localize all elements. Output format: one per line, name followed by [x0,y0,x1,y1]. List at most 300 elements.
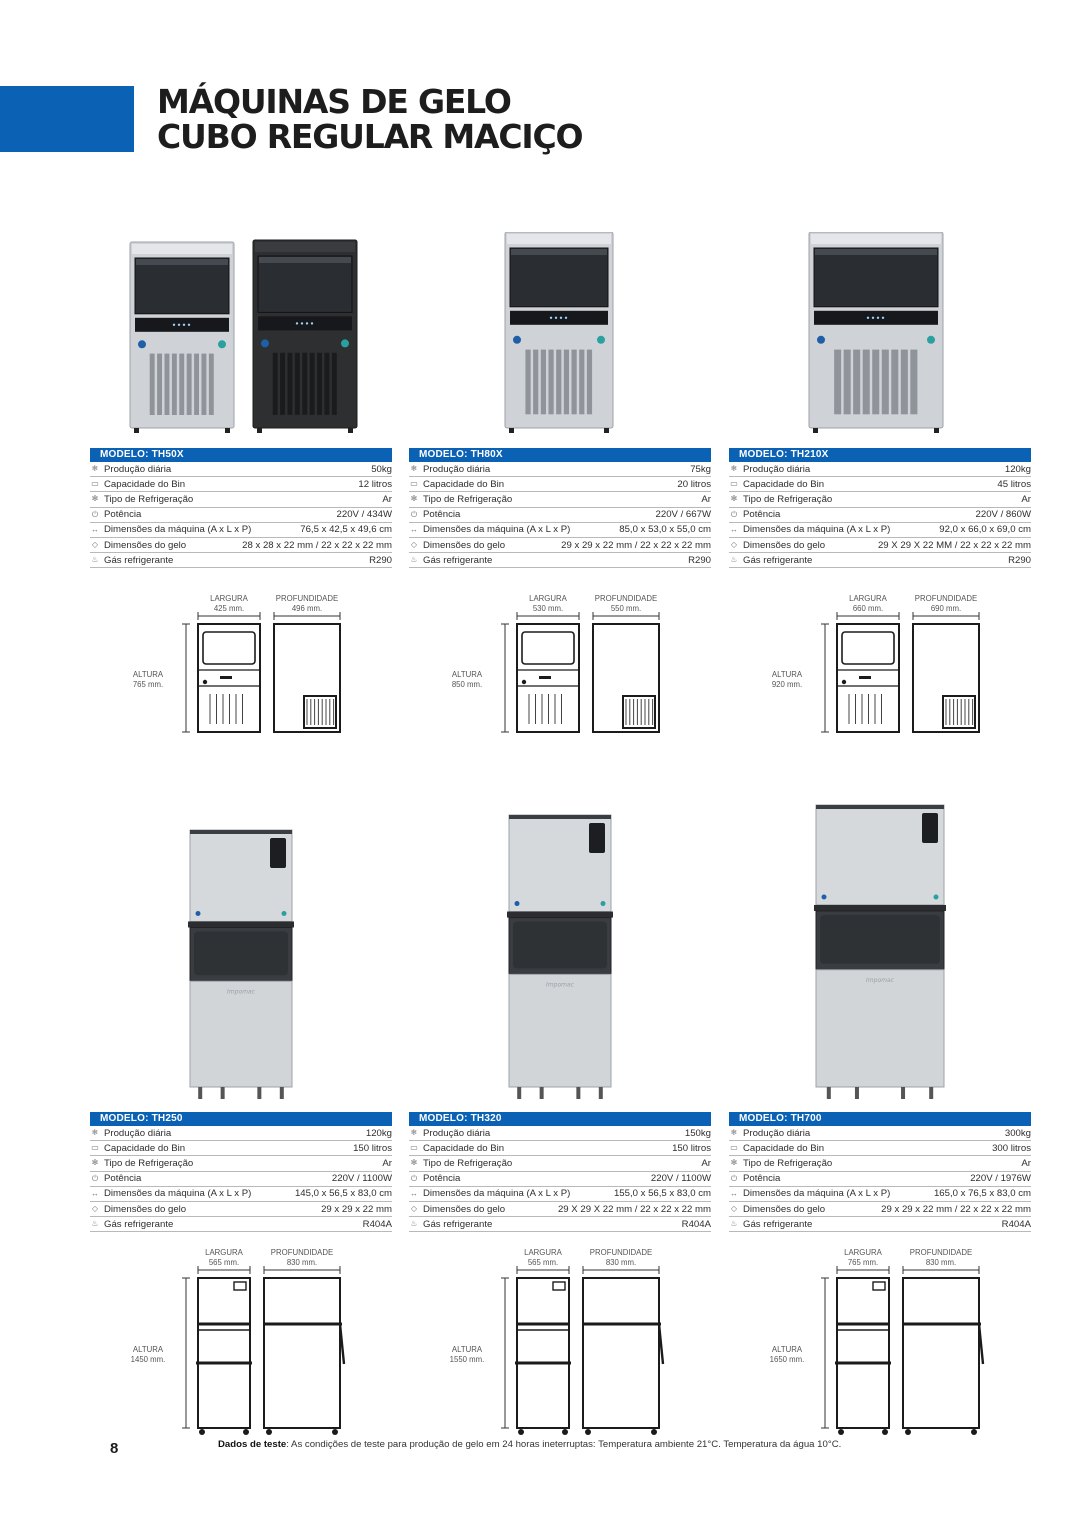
dimension-drawing [409,1244,711,1436]
largura-label [518,594,578,614]
largura-label [513,1248,573,1268]
spec-row [729,1156,1031,1171]
largura-label [194,1248,254,1268]
spec-label [90,555,173,566]
spec-label [729,464,810,475]
spec-label-text: Produção diária [743,1127,811,1139]
ice-cube-icon: ❄ [91,1128,99,1138]
ruler-icon: ↔ [730,1188,738,1198]
spec-value: 92,0 x 66,0 x 69,0 cm [939,524,1031,536]
spec-table [729,448,1031,568]
spec-value: R290 [369,554,392,566]
altura-label [437,670,497,690]
spec-label [90,494,193,505]
profundidade-label [267,594,347,614]
largura-label [199,594,259,614]
fan-icon: ✻ [730,494,738,504]
machine-photo [90,232,392,442]
spec-row [409,508,711,523]
spec-row [90,1172,392,1187]
ruler-icon: ↔ [91,1188,99,1198]
spec-label [729,1128,810,1139]
altura-value: 850 mm. [451,680,483,689]
svg-text:Impomac: Impomac [546,981,574,989]
spec-label-text: Dimensões do gelo [743,539,826,551]
spec-label-text: Gás refrigerante [743,554,813,566]
ruler-icon: ↔ [410,524,418,534]
power-icon: ⏻ [410,1173,418,1183]
spec-row [729,1126,1031,1141]
spec-label-text: Produção diária [743,463,811,475]
largura-value: 660 mm. [852,604,884,613]
altura-label [757,670,817,690]
product-photo [729,232,1031,442]
spec-label-text: Dimensões do gelo [743,1203,826,1215]
profundidade-label [901,1248,981,1268]
cube-icon: ◇ [91,1204,99,1214]
machine-modular [507,815,613,1099]
spec-value: Ar [1021,1157,1031,1169]
dimension-diagram [409,1244,711,1441]
spec-value: 20 litros [677,478,711,490]
fan-icon: ✻ [410,1158,418,1168]
spec-label [729,509,780,520]
altura-title: ALTURA [771,1345,803,1354]
power-icon: ⏻ [91,509,99,519]
spec-row [90,1217,392,1232]
spec-value: 29 x 29 x 22 mm / 22 x 22 x 22 mm [561,539,711,551]
dimension-diagram [90,590,392,745]
spec-row [729,1202,1031,1217]
spec-label [409,540,505,551]
profundidade-label [581,1248,661,1268]
spec-label [90,1204,186,1215]
fan-icon: ✻ [91,1158,99,1168]
spec-label [409,524,570,535]
spec-value: R290 [688,554,711,566]
spec-label-text: Tipo de Refrigeração [743,493,833,505]
svg-text:Impomac: Impomac [866,976,894,984]
spec-value: R290 [1008,554,1031,566]
spec-table [90,1112,392,1232]
profundidade-title: PROFUNDIDADE [270,1248,334,1257]
spec-label [409,1188,570,1199]
spec-label-text: Dimensões do gelo [104,1203,187,1215]
machine-photo [409,800,711,1105]
spec-label-text: Potência [743,509,781,521]
front-view-drawing [515,1278,571,1435]
spec-label-text: Capacidade do Bin [743,478,825,490]
machine-photo [729,800,1031,1105]
spec-label [729,1188,890,1199]
model-header: MODELO: TH50X [90,448,392,462]
spec-value: 45 litros [997,478,1031,490]
spec-value: 220V / 1100W [331,1173,392,1185]
spec-row [409,1141,711,1156]
spec-row [729,538,1031,553]
front-view-drawing [835,1278,891,1435]
dimension-diagram [729,590,1031,745]
machine-modular [814,805,946,1099]
profundidade-value: 550 mm. [610,604,642,613]
spec-label [409,1219,492,1230]
profundidade-label [906,594,986,614]
dimension-lines [821,1266,979,1428]
spec-row [409,553,711,568]
machine-photo [409,232,711,442]
spec-row [729,477,1031,492]
spec-row [729,1172,1031,1187]
spec-label [90,524,251,535]
spec-row [409,1187,711,1202]
profundidade-title: PROFUNDIDADE [275,594,339,603]
product-photo [90,232,392,442]
gas-icon: ♨ [730,1219,738,1229]
spec-label-text: Capacidade do Bin [743,1142,825,1154]
spec-label [90,1188,251,1199]
spec-row [409,492,711,507]
spec-value: Ar [1021,493,1031,505]
altura-title: ALTURA [451,670,483,679]
spec-label [729,1204,825,1215]
spec-table [409,448,711,568]
spec-label-text: Dimensões do gelo [104,539,187,551]
side-view-drawing [913,624,979,732]
front-view-drawing [517,624,579,732]
bin-icon: ▭ [730,479,738,489]
spec-label [729,540,825,551]
spec-label-text: Potência [423,1173,461,1185]
dimension-diagram [409,590,711,745]
spec-label [409,1158,512,1169]
altura-label [118,670,178,690]
gas-icon: ♨ [91,555,99,565]
spec-label [90,1219,173,1230]
spec-label [409,494,512,505]
largura-value: 765 mm. [847,1258,879,1267]
spec-label [409,1173,460,1184]
spec-row [409,1172,711,1187]
largura-title: LARGURA [844,1248,882,1257]
dimension-diagram [90,1244,392,1441]
cube-icon: ◇ [730,540,738,550]
side-view-drawing [903,1278,983,1435]
spec-value: Ar [701,493,711,505]
spec-value: 75kg [690,463,711,475]
spec-label [409,1128,490,1139]
spec-row [90,538,392,553]
machine-photo [90,800,392,1105]
spec-label [90,479,185,490]
spec-value: 220V / 434W [336,509,392,521]
spec-label [729,1219,812,1230]
spec-label-text: Tipo de Refrigeração [104,493,194,505]
spec-row [90,1156,392,1171]
spec-row [90,1202,392,1217]
largura-value: 530 mm. [532,604,564,613]
page-title: MÁQUINAS DE GELO CUBO REGULAR MACIÇO [157,82,583,156]
spec-label [409,1143,504,1154]
spec-label-text: Produção diária [423,463,491,475]
spec-value: 29 X 29 X 22 mm / 22 x 22 x 22 mm [557,1203,711,1215]
gas-icon: ♨ [730,555,738,565]
spec-label [90,1143,185,1154]
ice-cube-icon: ❄ [730,1128,738,1138]
spec-label-text: Dimensões da máquina (A x L x P) [743,524,891,536]
title-accent-bar [0,86,134,152]
power-icon: ⏻ [730,1173,738,1183]
spec-row [729,523,1031,538]
altura-value: 1550 mm. [449,1355,485,1364]
profundidade-title: PROFUNDIDADE [914,594,978,603]
svg-text:Impomac: Impomac [227,988,255,996]
spec-value: 76,5 x 42,5 x 49,6 cm [300,524,392,536]
front-view-drawing [837,624,899,732]
spec-value: 28 x 28 x 22 mm / 22 x 22 x 22 mm [242,539,392,551]
power-icon: ⏻ [410,509,418,519]
altura-title: ALTURA [771,670,803,679]
profundidade-value: 830 mm. [925,1258,957,1267]
spec-row [409,1126,711,1141]
spec-label-text: Produção diária [423,1127,491,1139]
spec-row [90,1141,392,1156]
cube-icon: ◇ [91,540,99,550]
fan-icon: ✻ [730,1158,738,1168]
largura-label [838,594,898,614]
spec-value: 120kg [365,1127,392,1139]
spec-label-text: Dimensões da máquina (A x L x P) [423,524,571,536]
spec-label [90,540,186,551]
spec-row [90,553,392,568]
spec-value: 29 X 29 X 22 MM / 22 x 22 x 22 mm [877,539,1031,551]
profundidade-title: PROFUNDIDADE [589,1248,653,1257]
spec-value: 120kg [1004,463,1031,475]
ice-cube-icon: ❄ [91,464,99,474]
spec-label [729,1143,824,1154]
altura-title: ALTURA [132,670,164,679]
bin-icon: ▭ [410,1143,418,1153]
power-icon: ⏻ [730,509,738,519]
spec-label-text: Produção diária [104,463,172,475]
spec-row [90,523,392,538]
spec-row [90,1126,392,1141]
spec-label [409,479,504,490]
spec-label-text: Tipo de Refrigeração [423,493,513,505]
spec-value: 220V / 667W [655,509,711,521]
spec-row [729,1187,1031,1202]
profundidade-label [586,594,666,614]
spec-label-text: Tipo de Refrigeração [743,1157,833,1169]
spec-value: 145,0 x 56,5 x 83,0 cm [294,1188,392,1200]
altura-title: ALTURA [451,1345,483,1354]
spec-label [729,524,890,535]
spec-value: 155,0 x 56,5 x 83,0 cm [613,1188,711,1200]
dimension-diagram [729,1244,1031,1441]
spec-row [729,1217,1031,1232]
spec-label-text: Gás refrigerante [423,554,493,566]
spec-label-text: Gás refrigerante [423,1218,493,1230]
profundidade-value: 830 mm. [605,1258,637,1267]
spec-row [729,553,1031,568]
largura-title: LARGURA [529,594,567,603]
spec-label [729,479,824,490]
front-view-drawing [198,624,260,732]
spec-value: 165,0 x 76,5 x 83,0 cm [933,1188,1031,1200]
spec-row [729,462,1031,477]
spec-label [409,464,490,475]
spec-label-text: Gás refrigerante [104,554,174,566]
altura-label [757,1345,817,1365]
dimension-drawing [90,1244,392,1436]
spec-label [90,1173,141,1184]
largura-title: LARGURA [205,1248,243,1257]
altura-value: 765 mm. [132,680,164,689]
spec-row [729,492,1031,507]
spec-value: 220V / 1100W [650,1173,711,1185]
spec-row [729,1141,1031,1156]
product-photo [90,800,392,1105]
ice-cube-icon: ❄ [410,1128,418,1138]
spec-label-text: Tipo de Refrigeração [423,1157,513,1169]
spec-label-text: Dimensões do gelo [423,539,506,551]
front-view-drawing [196,1278,252,1435]
profundidade-title: PROFUNDIDADE [909,1248,973,1257]
spec-label [90,509,141,520]
spec-value: Ar [701,1157,711,1169]
spec-label [729,555,812,566]
cube-icon: ◇ [410,540,418,550]
power-icon: ⏻ [91,1173,99,1183]
spec-label [409,1204,505,1215]
spec-value: 50kg [371,463,392,475]
spec-value: Ar [382,493,392,505]
spec-label-text: Dimensões do gelo [423,1203,506,1215]
dimension-lines [182,1266,340,1428]
profundidade-value: 496 mm. [291,604,323,613]
spec-label-text: Potência [104,1173,142,1185]
spec-label-text: Capacidade do Bin [104,1142,186,1154]
model-header: MODELO: TH320 [409,1112,711,1126]
bin-icon: ▭ [410,479,418,489]
largura-title: LARGURA [524,1248,562,1257]
product-photo [409,800,711,1105]
model-header: MODELO: TH700 [729,1112,1031,1126]
side-view-drawing [593,624,659,732]
spec-label-text: Dimensões da máquina (A x L x P) [423,1188,571,1200]
dimension-lines [501,1266,659,1428]
spec-label [729,494,832,505]
bin-icon: ▭ [91,479,99,489]
spec-label-text: Capacidade do Bin [104,478,186,490]
spec-row [409,1202,711,1217]
dimension-drawing [729,1244,1031,1436]
profundidade-label [262,1248,342,1268]
spec-value: 300 litros [992,1142,1031,1154]
spec-row [90,477,392,492]
model-header: MODELO: TH80X [409,448,711,462]
spec-label-text: Potência [743,1173,781,1185]
spec-value: 150 litros [353,1142,392,1154]
side-view-drawing [274,624,340,732]
product-photo [409,232,711,442]
spec-label-text: Potência [104,509,142,521]
spec-row [409,477,711,492]
side-view-drawing [264,1278,344,1435]
spec-row [409,1156,711,1171]
spec-value: R404A [681,1218,711,1230]
spec-value: 150kg [684,1127,711,1139]
gas-icon: ♨ [410,555,418,565]
spec-table [90,448,392,568]
ice-cube-icon: ❄ [410,464,418,474]
spec-label [409,509,460,520]
spec-row [729,508,1031,523]
machine-modular [188,830,294,1099]
spec-row [90,1187,392,1202]
spec-label [729,1158,832,1169]
bin-icon: ▭ [730,1143,738,1153]
spec-label-text: Gás refrigerante [104,1218,174,1230]
spec-table [729,1112,1031,1232]
spec-row [90,462,392,477]
altura-value: 1650 mm. [769,1355,805,1364]
spec-value: R404A [1001,1218,1031,1230]
spec-label-text: Dimensões da máquina (A x L x P) [743,1188,891,1200]
model-header: MODELO: TH250 [90,1112,392,1126]
ruler-icon: ↔ [730,524,738,534]
cube-icon: ◇ [730,1204,738,1214]
spec-value: 29 x 29 x 22 mm / 22 x 22 x 22 mm [881,1203,1031,1215]
bin-icon: ▭ [91,1143,99,1153]
spec-label [90,1158,193,1169]
profundidade-value: 690 mm. [930,604,962,613]
spec-label-text: Dimensões da máquina (A x L x P) [104,524,252,536]
spec-value: 220V / 860W [975,509,1031,521]
spec-label-text: Capacidade do Bin [423,1142,505,1154]
fan-icon: ✻ [91,494,99,504]
altura-label [118,1345,178,1365]
altura-value: 1450 mm. [130,1355,166,1364]
spec-value: 29 x 29 x 22 mm [321,1203,392,1215]
ruler-icon: ↔ [410,1188,418,1198]
profundidade-value: 830 mm. [286,1258,318,1267]
spec-label [90,464,171,475]
largura-label [833,1248,893,1268]
altura-label [437,1345,497,1365]
spec-row [409,538,711,553]
spec-table [409,1112,711,1232]
spec-row [409,462,711,477]
spec-label-text: Tipo de Refrigeração [104,1157,194,1169]
spec-row [90,508,392,523]
fan-icon: ✻ [410,494,418,504]
side-view-drawing [583,1278,663,1435]
model-header: MODELO: TH210X [729,448,1031,462]
gas-icon: ♨ [91,1219,99,1229]
spec-row [90,492,392,507]
spec-row [409,523,711,538]
gas-icon: ♨ [410,1219,418,1229]
largura-value: 565 mm. [208,1258,240,1267]
spec-label-text: Dimensões da máquina (A x L x P) [104,1188,252,1200]
spec-value: R404A [362,1218,392,1230]
altura-value: 920 mm. [771,680,803,689]
spec-row [409,1217,711,1232]
spec-label-text: Capacidade do Bin [423,478,505,490]
ruler-icon: ↔ [91,524,99,534]
spec-value: Ar [382,1157,392,1169]
spec-value: 12 litros [358,478,392,490]
